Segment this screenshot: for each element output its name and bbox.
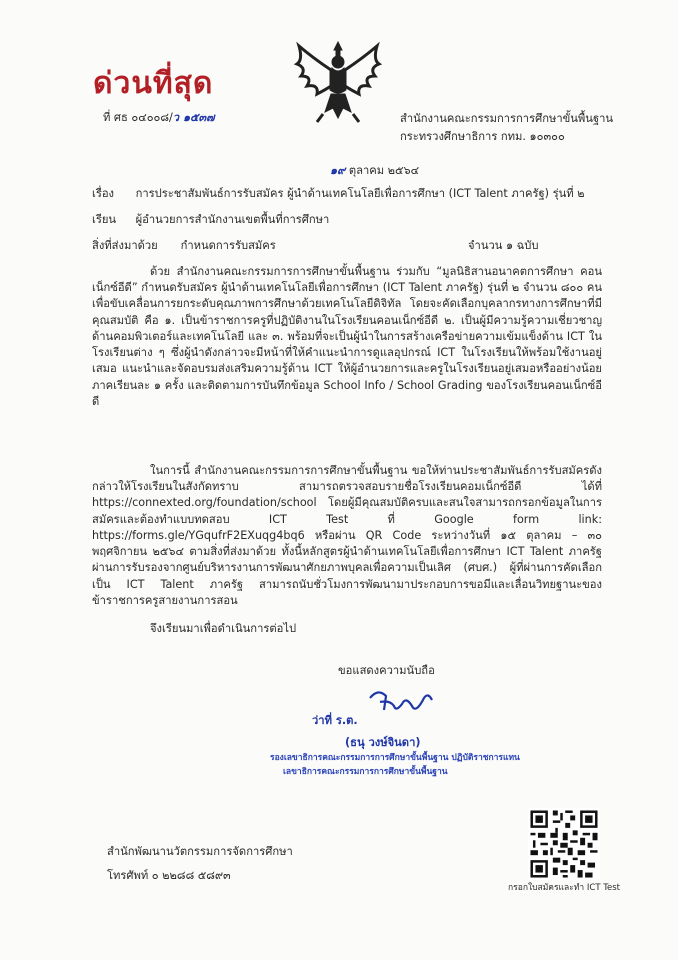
office-line-1: สำนักงานคณะกรรมการการศึกษาขั้นพื้นฐาน bbox=[400, 112, 614, 125]
footer-unit: สำนักพัฒนานวัตกรรมการจัดการศึกษา bbox=[107, 845, 293, 858]
enclosure-label: สิ่งที่ส่งมาด้วย bbox=[92, 239, 158, 252]
office-line-2: กระทรวงศึกษาธิการ กทม. ๑๐๓๐๐ bbox=[400, 129, 565, 143]
paragraph-1-text: ด้วย สำนักงานคณะกรรมการการศึกษาขั้นพื้นฐาน ร่วมกับ “มูลนิธิสานอนาคตการศึกษา คอนเน็กซ์อีดี” กำหนดรับสมัคร ผู้นำด้านเทคโนโลยีเพื่อการศึกษา (ICT Talent ภาครัฐ) รุ่นที่ ๒ จำนวน ๘๐๐ คน เพื่อขับเคลื่อนการยกระดับคุณภาพการศึกษาด้วยเทคโนโลยีดิจิทัล โดยจะคัดเลือกบุคลากรทางการศึกษาที่มีคุณสมบัติ คือ ๑. เป็นข้าราชการครูที่ปฏิบัติงานในโรงเรียนคอนเน็กซ์อีดี ๒. เป็นผู้มีความรู้ความเชี่ยวชาญด้านคอมพิวเตอร์และเทคโนโลยี และ ๓. พร้อมที่จะเป็นผู้นำในการสร้างเครือข่ายความเข้มแข็งด้าน ICT ในโรงเรียนต่าง ๆ ซึ่งผู้นำดังกล่าวจะมีหน้าที่ให้คำแนะนำการดูแลอุปกรณ์ ICT ในโรงเรียนให้พร้อมใช้งานอยู่เสมอ แนะนำและจัดอบรมส่งเสริมความรู้ด้าน ICT ให้ผู้อำนวยการและครูในโรงเรียนอยู่เสมอหรืออย่างน้อยภาคเรียนละ ๑ ครั้ง และติดตามการบันทึกข้อมูล School Info / School Grading ของโรงเรียนคอนเน็กซ์อีดี bbox=[92, 265, 602, 408]
date-month-year: ตุลาคม ๒๕๖๔ bbox=[348, 164, 420, 177]
footer-phone: โทรศัพท์ ๐ ๒๒๘๘ ๕๘๙๓ bbox=[107, 869, 231, 882]
date-day: ๑๙ bbox=[330, 164, 346, 177]
subject-line bbox=[92, 186, 585, 202]
doc-number-prefix: ที่ ศธ ๐๔๐๐๘/ bbox=[103, 111, 173, 124]
signer-name: (ธนุ วงษ์จินดา) bbox=[345, 736, 421, 749]
urgency-stamp: ด่วนที่สุด bbox=[93, 66, 214, 101]
doc-number-handwritten: ว ๑๕๓๗ bbox=[172, 111, 215, 124]
recipient-line bbox=[92, 212, 329, 228]
signer-rank: ว่าที่ ร.ต. bbox=[312, 714, 358, 727]
closing-phrase: ขอแสดงความนับถือ bbox=[338, 664, 435, 677]
qr-caption: กรอกใบสมัครและทำ ICT Test bbox=[508, 883, 620, 893]
qr-code-icon[interactable] bbox=[528, 808, 600, 880]
enclosure-line bbox=[92, 238, 276, 254]
recipient-label: เรียน bbox=[92, 213, 117, 226]
signer-position-1: รองเลขาธิการคณะกรรมการการศึกษาขั้นพื้นฐาน ปฏิบัติราชการแทน bbox=[270, 753, 520, 763]
recipient-text: ผู้อำนวยการสำนักงานเขตพื้นที่การศึกษา bbox=[135, 213, 330, 226]
issuing-office bbox=[400, 110, 613, 146]
paragraph-2-text: ในการนี้ สำนักงานคณะกรรมการการศึกษาขั้นพื้นฐาน ขอให้ท่านประชาสัมพันธ์การรับสมัครดังกล่าวให้โรงเรียนในสังกัดทราบ สามารถตรวจสอบรายชื่อโรงเรียนคอมเน็กซ์อีดี ได้ที่ https://connexted.org/foundation/school โดยผู้มีคุณสมบัติครบและสนใจสามารถกรอกข้อมูลในการสมัครและต้องทำแบบทดสอบ ICT Test ที่ Google form link: https://forms.gle/YGqufrF2EXuqg4bq6 หรือผ่าน QR Code ระหว่างวันที่ ๑๕ ตุลาคม – ๓๐ พฤศจิกายน ๒๕๖๔ ตามสิ่งที่ส่งมาด้วย ทั้งนี้หลักสูตรผู้นำด้านเทคโนโลยีเพื่อการศึกษา ICT Talent ภาครัฐ ผ่านการรับรองจากศูนย์บริหารงานการพัฒนาศักยภาพบุคลเพื่อความเป็นเลิศ (ศบศ.) ผู้ที่ผ่านการคัดเลือกเป็น ICT Talent ภาครัฐ สามารถนับชั่วโมงการพัฒนามาประกอบการขอมีและเลื่อนวิทยฐานะของข้าราชการครูสายงานการสอน bbox=[92, 464, 602, 607]
enclosure-count: จำนวน ๑ ฉบับ bbox=[468, 239, 539, 252]
signature-icon bbox=[366, 684, 436, 720]
document-number bbox=[103, 110, 215, 126]
body-paragraph-2 bbox=[92, 463, 602, 609]
body-paragraph-3: จึงเรียนมาเพื่อดำเนินการต่อไป bbox=[150, 622, 297, 635]
body-paragraph-1 bbox=[92, 264, 602, 410]
garuda-emblem-icon bbox=[293, 38, 383, 123]
subject-label: เรื่อง bbox=[92, 187, 115, 200]
signer-position-2: เลขาธิการคณะกรรมการการศึกษาขั้นพื้นฐาน bbox=[283, 767, 448, 777]
document-date bbox=[330, 163, 419, 179]
enclosure-text: กำหนดการรับสมัคร bbox=[180, 239, 276, 252]
subject-text: การประชาสัมพันธ์การรับสมัคร ผู้นำด้านเทคโนโลยีเพื่อการศึกษา (ICT Talent ภาครัฐ) รุ่นที่ ๒ bbox=[135, 187, 585, 200]
